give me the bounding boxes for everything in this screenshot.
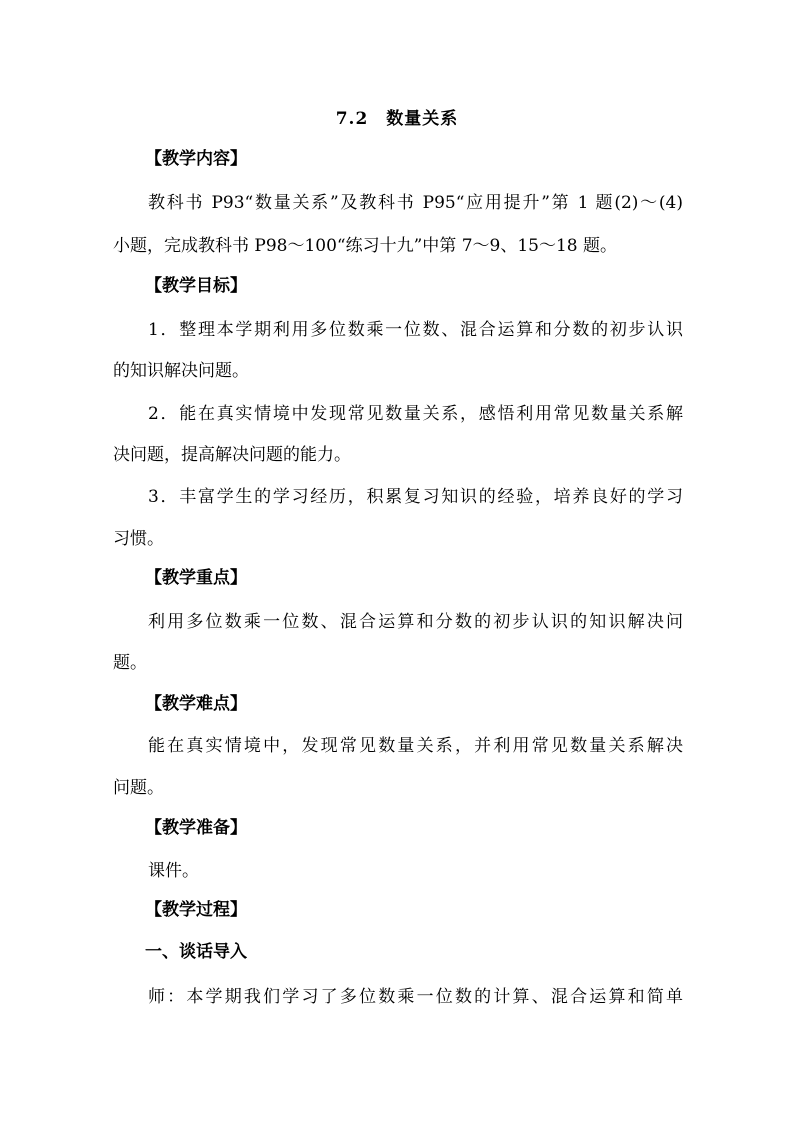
section-heading-prep: 【教学准备】 xyxy=(145,818,247,838)
paragraph-line: 问题。 xyxy=(113,778,164,798)
paragraph-line: 3．丰富学生的学习经历，积累复习知识的经验，培养良好的学习 xyxy=(148,487,683,507)
paragraph-line: 课件。 xyxy=(148,861,199,881)
paragraph-line: 的知识解决问题。 xyxy=(113,361,249,381)
section-heading-content: 【教学内容】 xyxy=(145,149,247,169)
paragraph-line: 能在真实情境中，发现常见数量关系，并利用常见数量关系解决 xyxy=(148,736,683,756)
section-heading-key: 【教学重点】 xyxy=(145,568,247,588)
section-heading-process: 【教学过程】 xyxy=(145,900,247,920)
paragraph-line: 小题，完成教科书 P98～100“练习十九”中第 7～9、15～18 题。 xyxy=(113,236,618,256)
paragraph-line: 决问题，提高解决问题的能力。 xyxy=(113,445,351,465)
subsection-heading: 一、谈话导入 xyxy=(145,942,247,962)
section-heading-goals: 【教学目标】 xyxy=(145,276,247,296)
paragraph-line: 2．能在真实情境中发现常见数量关系，感悟利用常见数量关系解 xyxy=(148,404,683,424)
page-title: 7.2 数量关系 xyxy=(335,109,459,129)
paragraph-line: 习惯。 xyxy=(113,529,164,549)
paragraph-line: 1．整理本学期利用多位数乘一位数、混合运算和分数的初步认识 xyxy=(148,320,683,340)
paragraph-line: 师：本学期我们学习了多位数乘一位数的计算、混合运算和简单 xyxy=(148,987,683,1007)
paragraph-line: 教科书 P93“数量关系”及教科书 P95“应用提升”第 1 题(2)～(4) xyxy=(148,193,683,213)
paragraph-line: 利用多位数乘一位数、混合运算和分数的初步认识的知识解决问 xyxy=(148,612,683,632)
section-heading-difficulty: 【教学难点】 xyxy=(145,694,247,714)
paragraph-line: 题。 xyxy=(113,653,147,673)
